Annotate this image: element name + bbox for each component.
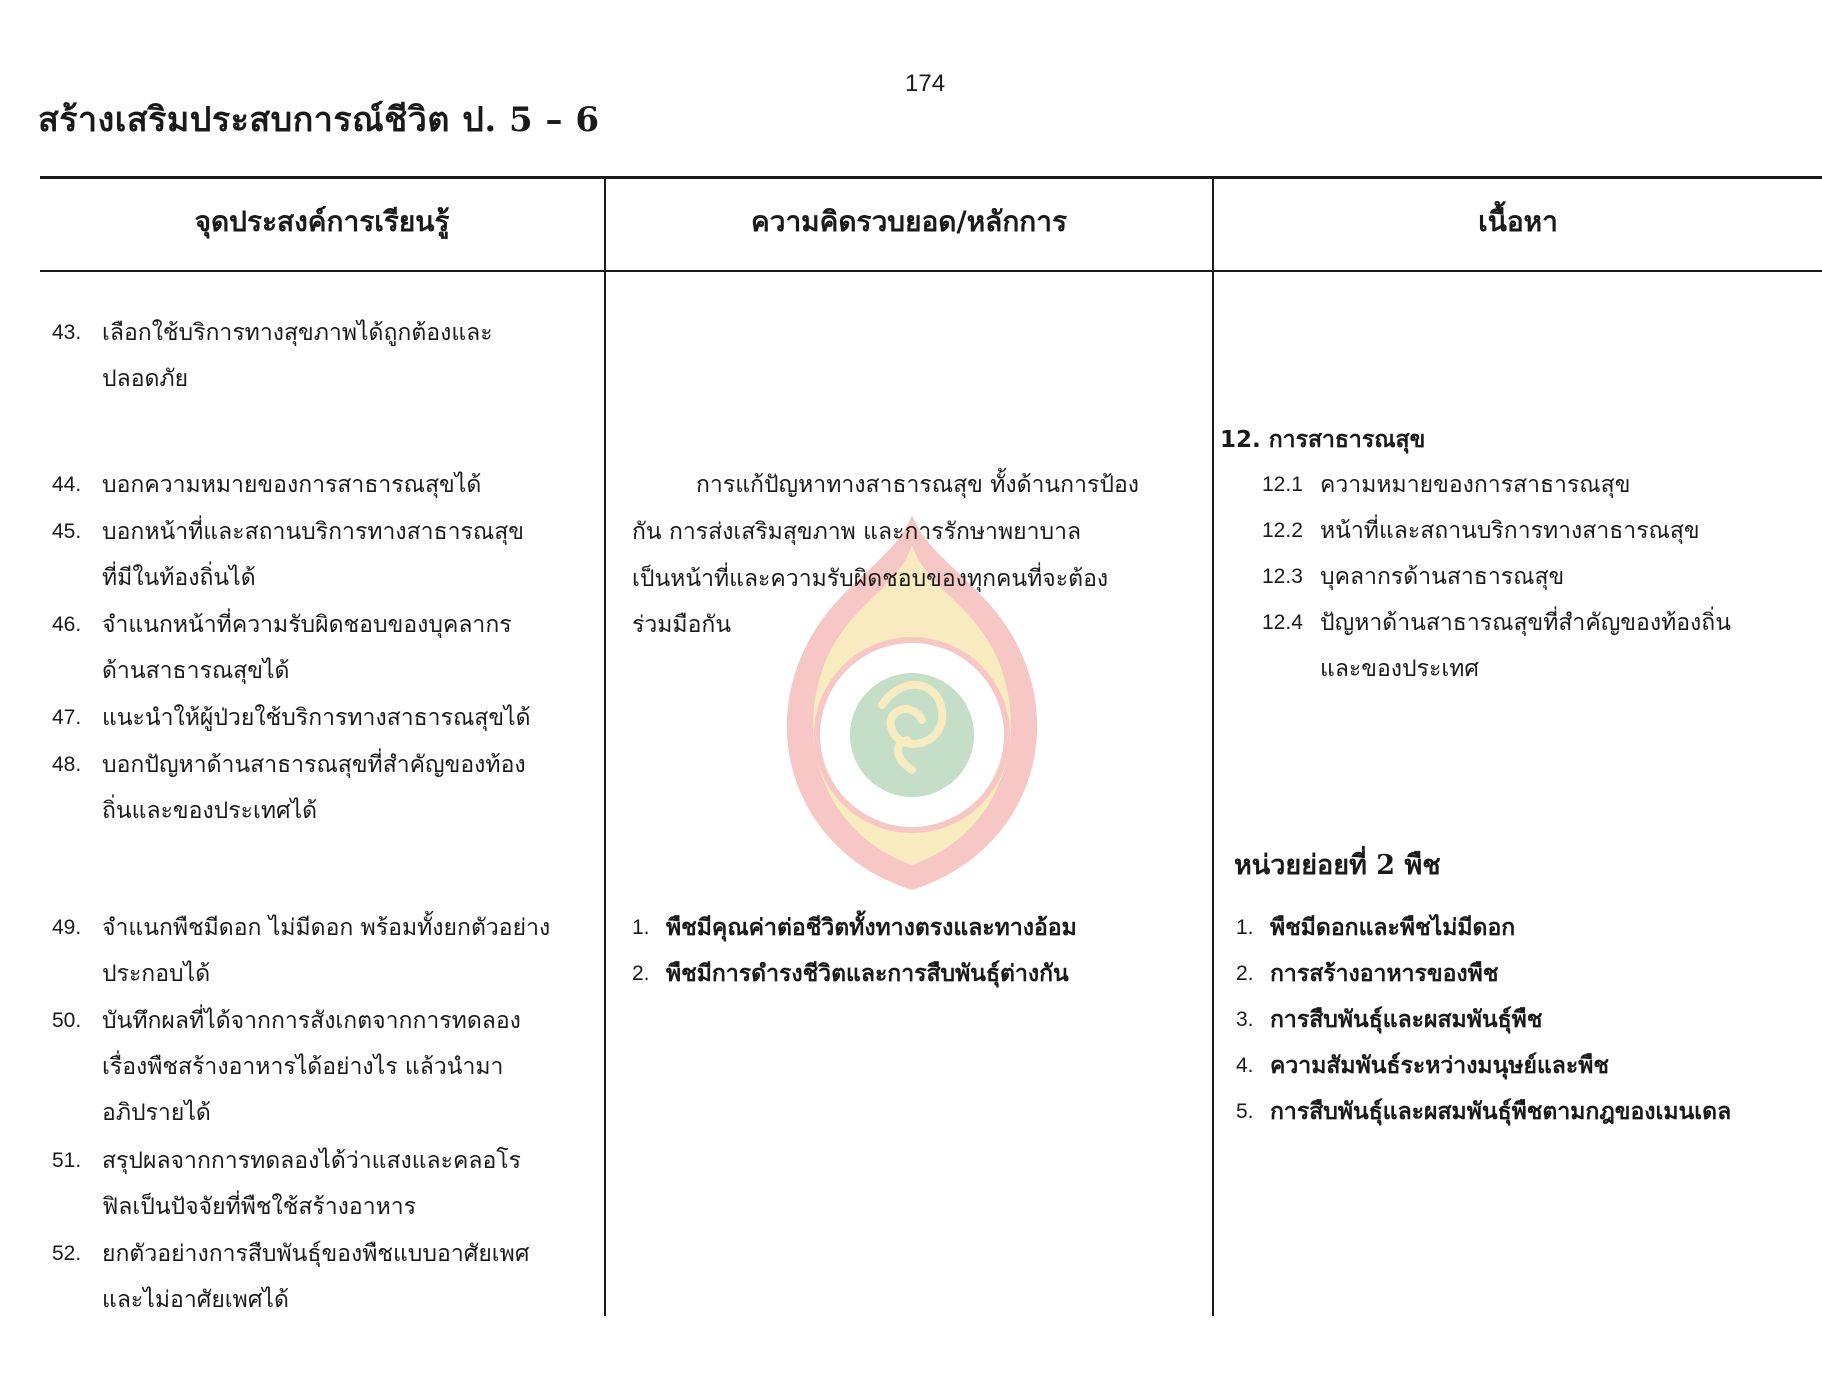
objective-number: 47. xyxy=(52,706,82,729)
objective-number: 46. xyxy=(52,613,82,636)
objective-text: บอกหน้าที่และสถานบริการทางสาธารณสุข xyxy=(102,519,524,545)
seal-ring xyxy=(817,640,1007,830)
concept-text: กัน การส่งเสริมสุขภาพ และการรักษาพยาบาล xyxy=(632,519,1082,545)
objective-text: บอกความหมายของการสาธารณสุขได้ xyxy=(102,472,482,498)
objective-text: ประกอบได้ xyxy=(102,961,211,987)
content-text: ปัญหาด้านสาธารณสุขที่สำคัญของท้องถิ่น xyxy=(1320,610,1731,636)
concept-text: เป็นหน้าที่และความรับผิดชอบของทุกคนที่จะต้อง xyxy=(632,566,1109,592)
concept-number: 1. xyxy=(632,916,650,939)
subunit-heading: หน่วยย่อยที่ 2 พืช xyxy=(1234,850,1441,881)
content-section-title: 12. การสาธารณสุข xyxy=(1220,427,1426,453)
objective-text: ยกตัวอย่างการสืบพันธุ์ของพืชแบบอาศัยเพศ xyxy=(102,1241,530,1267)
objective-text: เลือกใช้บริการทางสุขภาพได้ถูกต้องและ xyxy=(102,320,493,346)
content-number: 5. xyxy=(1236,1100,1254,1123)
concept-text: การแก้ปัญหาทางสาธารณสุข ทั้งด้านการป้อง xyxy=(696,472,1139,498)
concept-number: 2. xyxy=(632,962,650,985)
content-text: การสืบพันธุ์และผสมพันธุ์พืช xyxy=(1270,1007,1543,1033)
content-text: การสร้างอาหารของพืช xyxy=(1270,961,1499,987)
content-text: ความหมายของการสาธารณสุข xyxy=(1320,472,1631,498)
objective-text: ที่มีในท้องถิ่นได้ xyxy=(102,565,256,591)
objective-text: บันทึกผลที่ได้จากการสังเกตจากการทดลอง xyxy=(102,1008,521,1034)
objective-text: ปลอดภัย xyxy=(102,366,189,392)
content-text: หน้าที่และสถานบริการทางสาธารณสุข xyxy=(1320,518,1700,544)
content-number: 3. xyxy=(1236,1008,1254,1031)
objective-number: 48. xyxy=(52,753,82,776)
objective-text: ด้านสาธารณสุขได้ xyxy=(102,658,290,684)
objective-number: 44. xyxy=(52,473,82,496)
objective-number: 43. xyxy=(52,321,82,344)
objective-text: บอกปัญหาด้านสาธารณสุขที่สำคัญของท้อง xyxy=(102,752,526,778)
table-top-rule xyxy=(40,176,1822,179)
content-text: และของประเทศ xyxy=(1320,656,1479,682)
concept-text: ร่วมมือกัน xyxy=(632,612,732,638)
header-content: เนื้อหา xyxy=(1478,205,1558,238)
objective-text: ฟิลเป็นปัจจัยที่พืชใช้สร้างอาหาร xyxy=(102,1194,417,1220)
content-subnumber: 12.2 xyxy=(1262,519,1303,542)
column-divider-1 xyxy=(604,176,606,1316)
objective-number: 51. xyxy=(52,1149,82,1172)
objective-text: เรื่องพืชสร้างอาหารได้อย่างไร แล้วนำมา xyxy=(102,1054,504,1080)
objective-number: 52. xyxy=(52,1242,82,1265)
header-objectives: จุดประสงค์การเรียนรู้ xyxy=(194,205,450,238)
objective-text: สรุปผลจากการทดลองได้ว่าแสงและคลอโร xyxy=(102,1148,522,1174)
objective-number: 45. xyxy=(52,520,82,543)
content-number: 2. xyxy=(1236,962,1254,985)
seal-emblem-icon xyxy=(882,685,942,770)
content-text: บุคลากรด้านสาธารณสุข xyxy=(1320,564,1565,590)
objective-text: ถิ่นและของประเทศได้ xyxy=(102,798,318,824)
header-concepts: ความคิดรวบยอด/หลักการ xyxy=(751,205,1067,238)
objective-text: และไม่อาศัยเพศได้ xyxy=(102,1287,289,1313)
concept-text bold: พืชมีการดำรงชีวิตและการสืบพันธุ์ต่างกัน xyxy=(666,961,1069,987)
content-text: พืชมีดอกและพืชไม่มีดอก xyxy=(1270,915,1516,941)
content-number: 1. xyxy=(1236,916,1254,939)
objective-text: แนะนำให้ผู้ป่วยใช้บริการทางสาธารณสุขได้ xyxy=(102,705,531,731)
objective-number: 50. xyxy=(52,1009,82,1032)
book-title: สร้างเสริมประสบการณ์ชีวิต ป. 5 – 6 xyxy=(38,100,600,140)
objective-number: 49. xyxy=(52,916,82,939)
content-subnumber: 12.3 xyxy=(1262,565,1303,588)
content-subnumber: 12.1 xyxy=(1262,473,1303,496)
concept-text bold: พืชมีคุณค่าต่อชีวิตทั้งทางตรงและทางอ้อม xyxy=(666,915,1077,941)
table-header-rule xyxy=(40,270,1822,272)
content-subnumber: 12.4 xyxy=(1262,611,1303,634)
column-divider-2 xyxy=(1212,176,1214,1316)
page-number: 174 xyxy=(905,70,946,97)
content-text: ความสัมพันธ์ระหว่างมนุษย์และพืช xyxy=(1270,1053,1609,1079)
content-text: การสืบพันธุ์และผสมพันธุ์พืชตามกฎของเมนเดล xyxy=(1270,1099,1732,1125)
content-number: 4. xyxy=(1236,1054,1254,1077)
seal-center xyxy=(850,673,974,797)
objective-text: จำแนกหน้าที่ความรับผิดชอบของบุคลากร xyxy=(102,612,512,638)
objective-text: อภิปรายได้ xyxy=(102,1100,211,1126)
objective-text: จำแนกพืชมีดอก ไม่มีดอก พร้อมทั้งยกตัวอย่าง xyxy=(102,915,551,941)
